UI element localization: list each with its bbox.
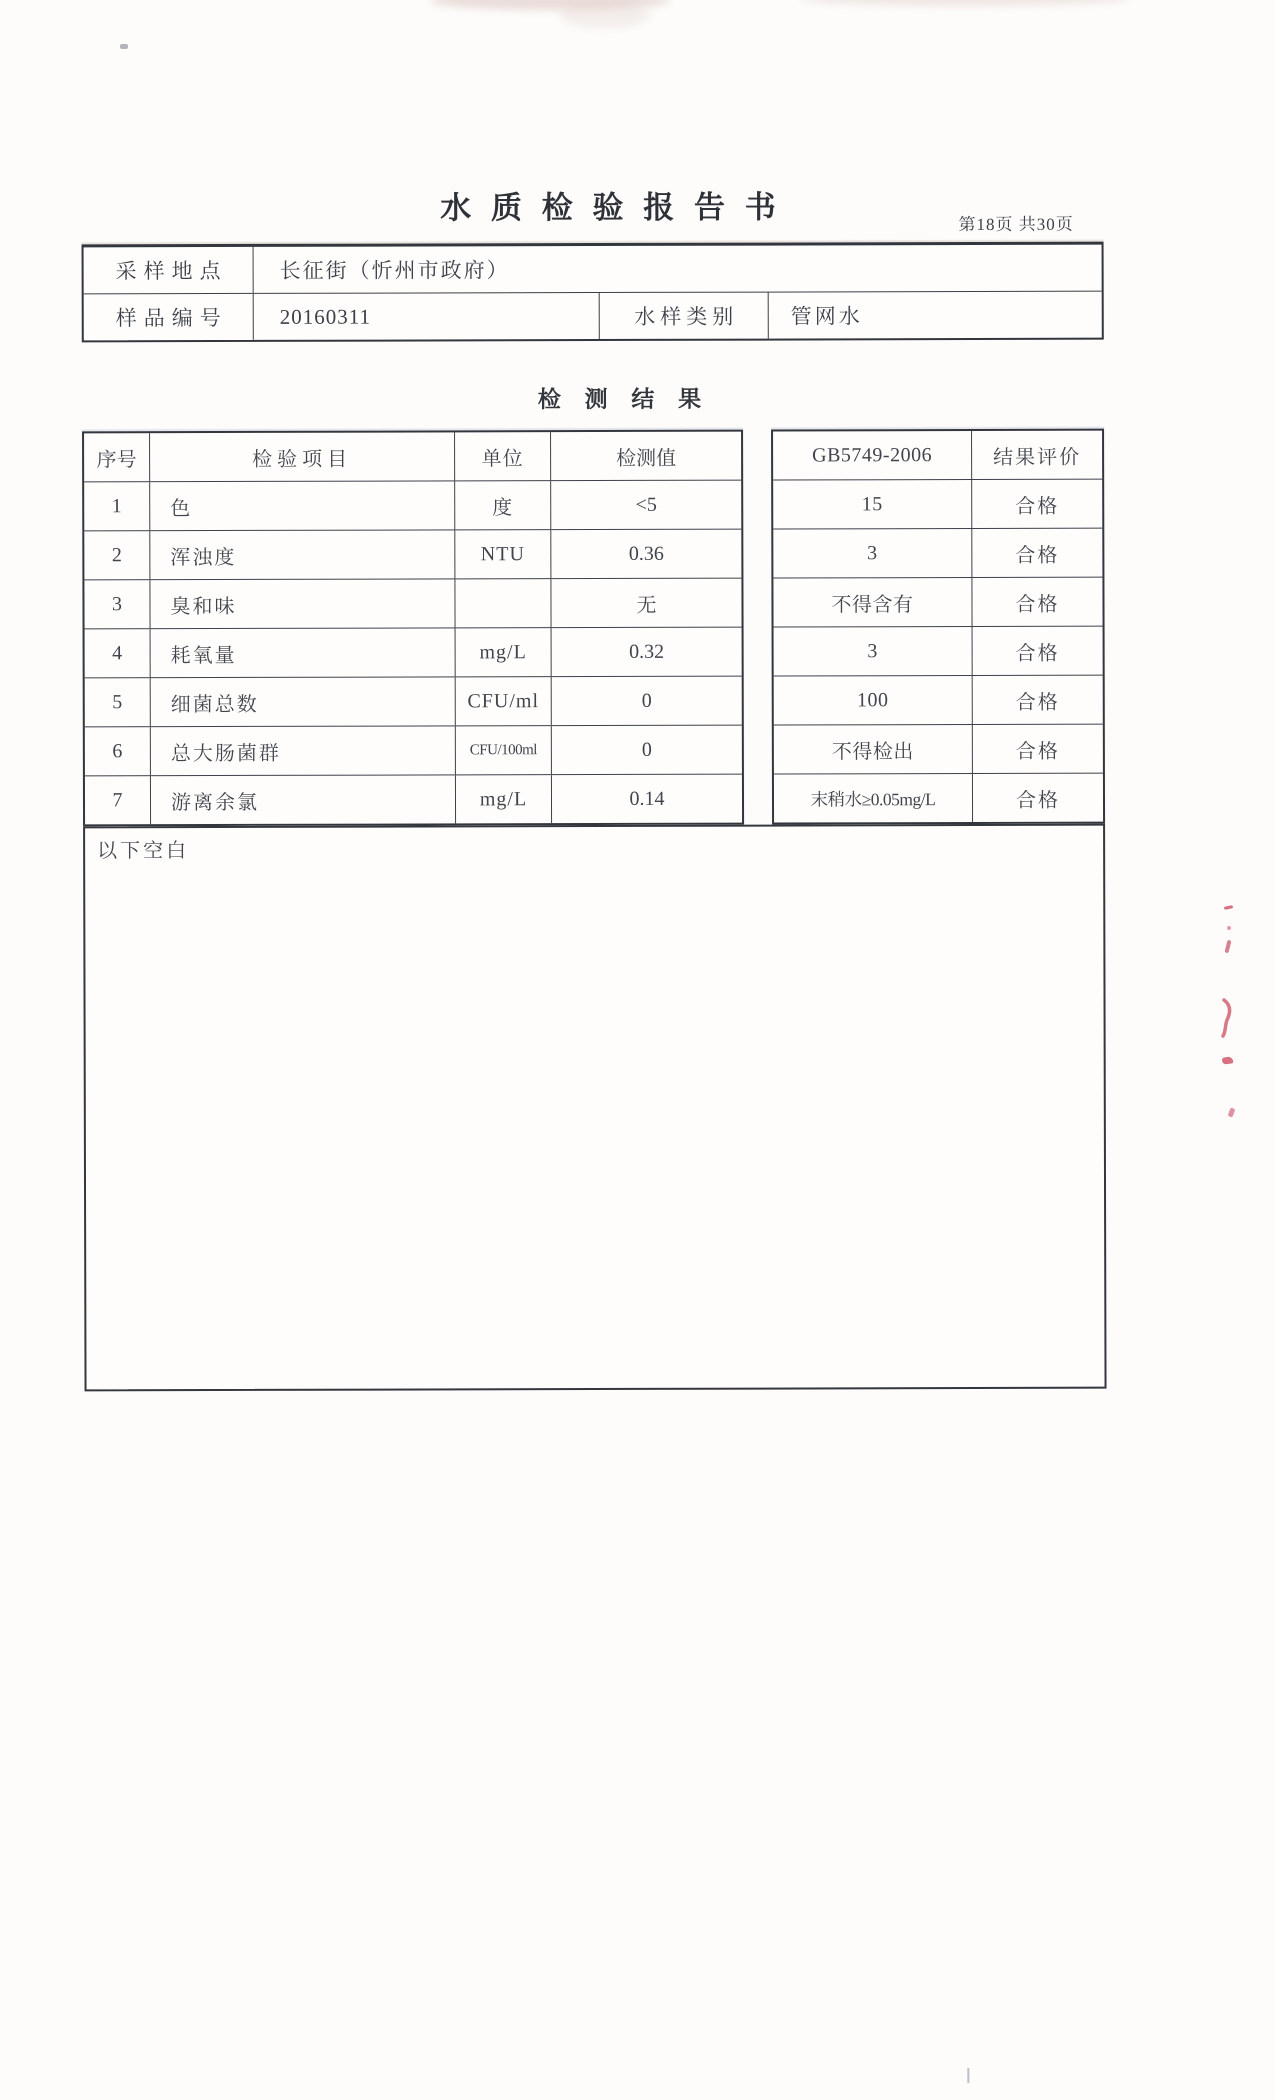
cell-item: 浑浊度	[149, 530, 454, 579]
cell-item: 臭和味	[149, 579, 454, 628]
cell-evaluation: 合格	[971, 529, 1102, 577]
sample-info-row-number	[84, 291, 1102, 341]
col-header-item: 检验项目	[149, 432, 454, 481]
table-row	[773, 528, 1102, 578]
red-ink-artifact	[1218, 998, 1240, 1040]
col-header-evaluation: 结果评价	[971, 431, 1102, 479]
cell-unit: mg/L	[455, 775, 551, 823]
results-table-right	[771, 429, 1105, 825]
cell-standard: 100	[856, 688, 889, 711]
sample-info-row-location	[84, 245, 1102, 294]
cell-value: <5	[550, 481, 741, 529]
col-header-unit: 单位	[454, 432, 550, 480]
cell-value: 0.32	[551, 628, 742, 676]
table-row	[84, 578, 741, 629]
cell-index: 3	[111, 592, 123, 615]
cell-index: 1	[111, 494, 122, 517]
cell-standard: 3	[867, 541, 878, 564]
blank-area	[83, 824, 1106, 1392]
cell-unit: CFU/ml	[455, 677, 551, 725]
table-header-row	[773, 431, 1102, 480]
col-header-value: 检测值	[550, 432, 741, 480]
cell-evaluation: 合格	[972, 627, 1103, 675]
cell-index: 2	[111, 543, 122, 566]
cell-unit: 度	[454, 481, 550, 529]
table-row	[774, 773, 1103, 823]
table-row	[84, 529, 741, 580]
cell-unit: CFU/100ml	[455, 726, 551, 774]
table-row	[773, 479, 1102, 529]
cell-index: 4	[112, 641, 123, 664]
table-header-row	[84, 432, 741, 482]
cell-unit: mg/L	[455, 628, 551, 676]
cell-evaluation: 合格	[972, 676, 1103, 724]
cell-item: 总大肠菌群	[150, 726, 455, 775]
cell-item: 细菌总数	[150, 677, 455, 726]
cell-standard: 3	[867, 639, 878, 662]
sampling-location-label: 采样地点	[115, 258, 228, 284]
red-ink-artifact	[1227, 926, 1231, 930]
cell-standard: 不得含有	[831, 593, 914, 616]
cell-value: 0	[551, 677, 742, 725]
report-title: 水 质 检 验 报 告 书	[440, 189, 782, 226]
cell-standard: 15	[861, 492, 883, 515]
sample-number-value: 20160311	[253, 293, 599, 340]
cell-index: 5	[112, 690, 123, 713]
cell-evaluation: 合格	[971, 480, 1102, 528]
table-row	[85, 774, 742, 825]
sampling-location-value: 长征街（忻州市政府）	[253, 245, 1102, 293]
table-row	[85, 627, 742, 678]
table-row	[84, 480, 741, 531]
cell-standard: 不得检出	[831, 740, 914, 763]
blank-note: 以下空白	[97, 840, 190, 863]
sample-number-label: 样品编号	[115, 305, 228, 331]
section-title: 检 测 结 果	[537, 386, 711, 413]
cell-item: 色	[149, 481, 454, 530]
cell-value: 0.14	[551, 775, 742, 823]
cell-unit: NTU	[454, 530, 550, 578]
cell-index: 7	[112, 788, 123, 811]
table-row	[85, 676, 742, 727]
results-table-left	[82, 430, 744, 827]
table-row	[773, 577, 1102, 627]
cell-index: 6	[112, 739, 123, 762]
cell-item: 耗氧量	[150, 628, 455, 677]
sample-info-table	[82, 242, 1104, 343]
scan-speck	[967, 2068, 969, 2083]
cell-evaluation: 合格	[972, 725, 1103, 773]
results-table	[82, 429, 1105, 827]
col-header-index: 序号	[96, 448, 137, 471]
cell-value: 0.36	[550, 530, 741, 578]
table-row	[774, 626, 1103, 676]
table-row	[774, 724, 1103, 774]
cell-evaluation: 合格	[972, 774, 1103, 822]
table-row	[774, 675, 1103, 725]
water-type-value: 管网水	[768, 292, 1102, 339]
cell-item: 游离余氯	[150, 775, 455, 824]
col-header-standard: GB5749-2006	[812, 443, 933, 466]
cell-evaluation: 合格	[971, 578, 1102, 626]
cell-standard: 末稍水≥0.05mg/L	[810, 788, 936, 809]
cell-value: 0	[551, 726, 742, 774]
water-type-label: 水样类别	[599, 293, 768, 339]
page-number: 第18页 共30页	[958, 214, 1074, 235]
cell-unit	[454, 579, 550, 627]
cell-value: 无	[550, 579, 741, 627]
table-row	[85, 725, 742, 776]
